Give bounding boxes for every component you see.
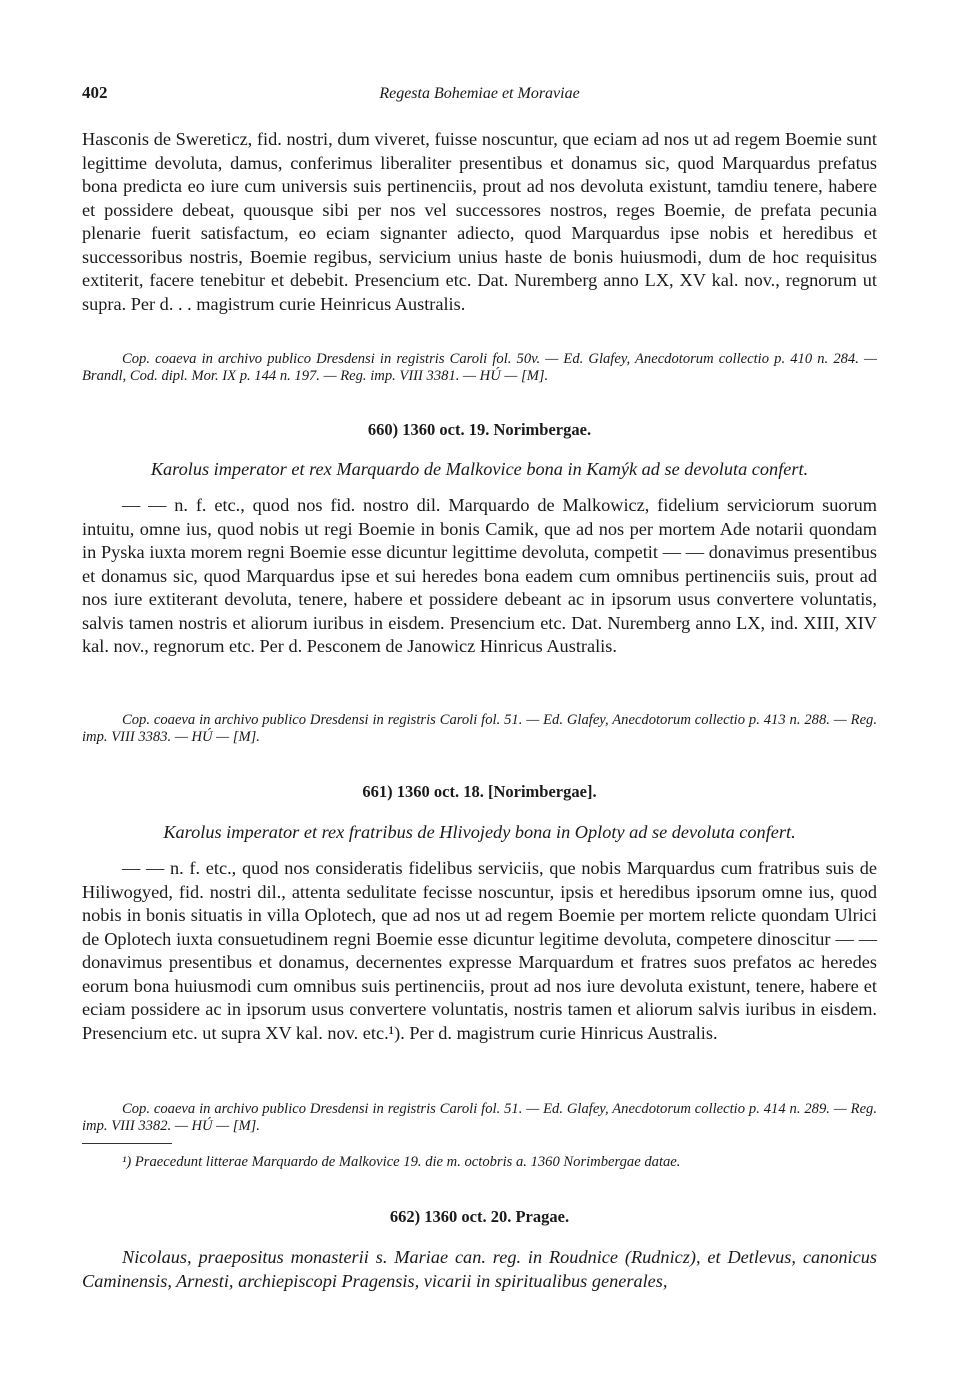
continuation-note: Cop. coaeva in archivo publico Dresdensi in registris Caroli fol. 50v. — Ed. Glafey, Anecdotorum collectio p. 410 n. 284. — Brandl, Cod. dipl. Mor. IX p. 144 n. 197. — Reg. imp. VIII 3381. — HÚ — [M]. <box>82 351 877 384</box>
entry-661-note: Cop. coaeva in archivo publico Dresdensi in registris Caroli fol. 51. — Ed. Glafey, Anecdotorum collectio p. 414 n. 289. — Reg. imp. VIII 3382. — HÚ — [M]. <box>82 1101 877 1134</box>
footnote-rule <box>82 1143 172 1144</box>
running-title: Regesta Bohemiae et Moraviae <box>379 85 580 102</box>
page-number: 402 <box>82 83 108 102</box>
entry-661-heading: 661) 1360 oct. 18. [Norimbergae]. <box>362 782 597 801</box>
entry-661-summary: Karolus imperator et rex fratribus de Hlivojedy bona in Oploty ad se devoluta confert. <box>163 822 796 842</box>
entry-661-footnote: ¹) Praecedunt litterae Marquardo de Malkovice 19. die m. octobris a. 1360 Norimbergae datae. <box>122 1154 681 1170</box>
entry-660-text: — — n. f. etc., quod nos fid. nostro dil. Marquardo de Malkowicz, fidelium serviciorum suorum intuitu, omne ius, quod nobis ut regi Boemie in bonis Camik, que ad nos per mortem Ade notarii quondam in Pyska iuxta morem regni Boemie esse dicuntur legittime devoluta, competit — — donavimus presentibus et donamus sic, quod Marquardus ipse et sui heredes bona eadem cum omnibus pertinenciis suis, prout ad nos iure extiterant devoluta, tenere, habere et possidere debeant ac in ipsorum usus convertere voluntatis, salvis tamen nostris et aliorum iuribus in eisdem. Presencium etc. Dat. Nuremberg anno LX, ind. XIII, XIV kal. nov., regnorum etc. Per d. Pesconem de Janowicz Hinricus Australis. <box>82 495 877 656</box>
entry-661-text: — — n. f. etc., quod nos consideratis fidelibus serviciis, que nobis Marquardus cum fratribus suis de Hiliwogyed, fid. nostri dil., attenta sedulitate fecisse noscuntur, ipsis et heredibus ipsorum omne ius, quod nobis in bonis situatis in villa Oplotech, que ad nos ut ad regem Boemie per mortem relicte quondam Ulrici de Oplotech iuxta consuetudinem regni Boemie esse dicuntur legitime devoluta, competere dinoscitur — — donavimus presentibus et donamus, decernentes expresse Marquardum et fratres suos prefatos ac heredes eorum bona huiusmodi cum omnibus suis pertinenciis, prout ad nos iure devoluta existunt, tenere, habere et eciam possidere ac in ipsorum usus convertere voluntatis, nostris tamen et aliorum salvis iuribus in eisdem. Presencium etc. ut supra XV kal. nov. etc.¹). Per d. magistrum curie Hinricus Australis. <box>82 858 877 1043</box>
entry-662-summary: Nicolaus, praepositus monasterii s. Mariae can. reg. in Roudnice (Rudnicz), et Detlevus, canonicus Caminensis, Arnesti, archiepiscopi Pragensis, vicarii in spiritualibus generales, <box>82 1247 877 1291</box>
page-header <box>82 83 877 107</box>
entry-660-heading: 660) 1360 oct. 19. Norimbergae. <box>367 420 592 439</box>
entry-662-heading: 662) 1360 oct. 20. Pragae. <box>389 1207 570 1226</box>
entry-660-note: Cop. coaeva in archivo publico Dresdensi in registris Caroli fol. 51. — Ed. Glafey, Anecdotorum collectio p. 413 n. 288. — Reg. imp. VIII 3383. — HÚ — [M]. <box>82 712 877 745</box>
continuation-text: Hasconis de Swereticz, fid. nostri, dum viveret, fuisse noscuntur, que eciam ad nos ut ad regem Boemie sunt legittime devoluta, damus, conferimus liberaliter presentibus et donamus sic, quod Marquardus prefatus bona predicta eo iure cum universis suis pertinenciis, prout ad nos devoluta existunt, tamdiu tenere, habere et possidere debeat, quousque sibi per nos vel successores nostros, reges Boemie, de prefata pecunia plenarie fuerit satisfactum, eo eciam signanter adiecto, quod Marquardus ipse nobis et heredibus et successoribus nostris, Boemie regibus, servicium unius haste de bonis huiusmodi, dum de hoc requisitus extiterit, facere tenebitur et debebit. Presencium etc. Dat. Nuremberg anno LX, XV kal. nov., regnorum ut supra. Per d. . . magistrum curie Heinricus Australis. <box>82 129 877 314</box>
entry-660-summary: Karolus imperator et rex Marquardo de Malkovice bona in Kamýk ad se devoluta confert. <box>150 459 809 479</box>
